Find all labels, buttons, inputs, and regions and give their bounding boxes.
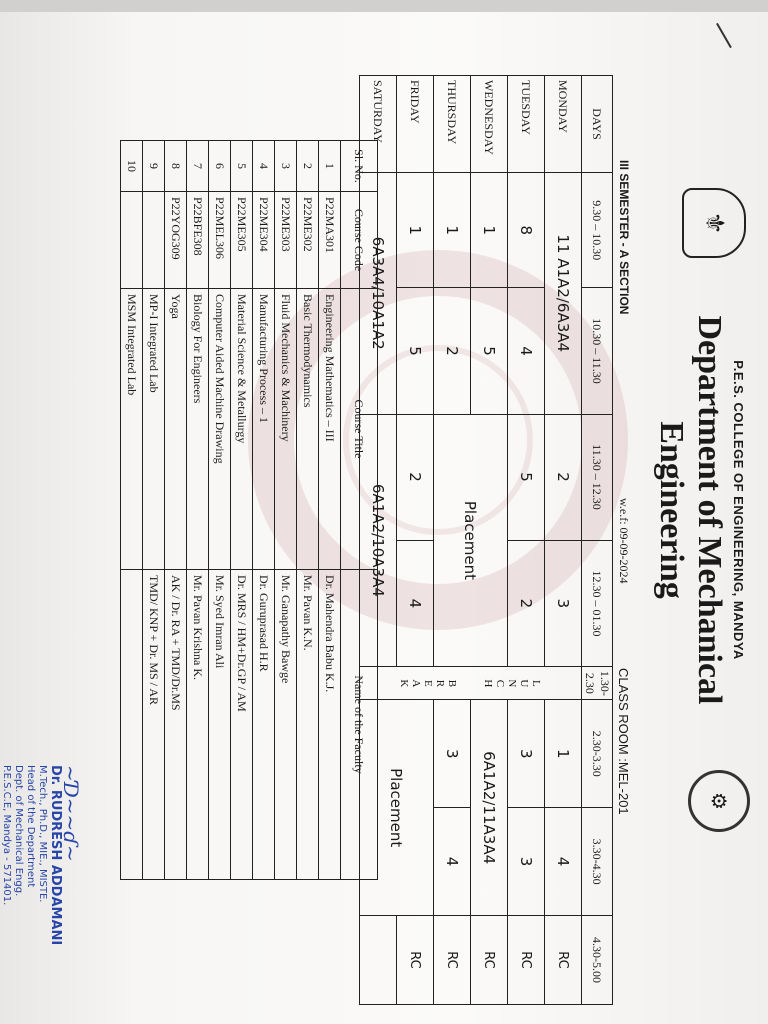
cell: 3 (545, 540, 582, 667)
day-label: SATURDAY (360, 76, 397, 173)
placement-cell: Placement (434, 414, 508, 667)
course-code-header: Course Code (341, 192, 378, 289)
cell: 1 (471, 173, 508, 288)
signatory-dept: Dept. of Mechanical Engg. (13, 765, 24, 897)
slot-header: 9.30 – 10.30 (582, 173, 613, 288)
lunch-letter: L (530, 679, 543, 687)
sl-no: 10 (121, 141, 143, 192)
course-title: Yoga (165, 289, 187, 570)
sl-no-header: Sl. No. (341, 141, 378, 192)
course-code: P22YOG309 (165, 192, 187, 289)
cell: RC (508, 915, 545, 1004)
slot-header: 10.30 – 11.30 (582, 288, 613, 414)
faculty-name: Mr. Syed Imran Ali (209, 570, 231, 880)
faculty-name: AK / Dr. RA + TMD/Dr.MS (165, 570, 187, 880)
faculty-header: Name of the Faculty (341, 570, 378, 880)
cell: 6A3A4/10A1A2 (360, 173, 397, 415)
sl-no: 6 (209, 141, 231, 192)
slot-header: 11.30 – 12.30 (582, 414, 613, 540)
cell: RC (434, 915, 471, 1004)
lunch-letter: E (422, 679, 435, 687)
timetable-row-wednesday (471, 76, 508, 1005)
lunch-letter: B (446, 679, 459, 688)
cell: RC (397, 915, 434, 1004)
course-row (319, 141, 341, 880)
college-logo-icon: ⚜ (682, 188, 746, 258)
faculty-name: Dr. MRS / HM+Dr.GP / AM (231, 570, 253, 880)
cell: 6A1A2/10A3A4 (360, 414, 397, 667)
timetable-header-row (582, 76, 613, 1005)
course-row (121, 141, 143, 880)
college-name: P.E.S. COLLEGE OF ENGINEERING, MANDYA (731, 360, 746, 660)
course-faculty-table (120, 140, 378, 880)
sl-no: 9 (143, 141, 165, 192)
lunch-letter: C (494, 679, 507, 688)
course-code (143, 192, 165, 289)
faculty-name: TMD/ KNP + Dr. MS / AR (143, 570, 165, 880)
course-code: P22ME305 (231, 192, 253, 289)
cell: 4 (434, 808, 471, 916)
effective-date: w.e.f: 09-09-2024 (617, 498, 631, 584)
course-title: MSM Integrated Lab (121, 289, 143, 570)
faculty-name (121, 570, 143, 880)
course-row (187, 141, 209, 880)
cell: 2 (545, 414, 582, 540)
day-label: TUESDAY (508, 76, 545, 173)
sl-no: 3 (275, 141, 297, 192)
cell: 5 (397, 288, 434, 414)
department-logo-icon: ⚙ (688, 770, 750, 832)
course-title: Engineering Mathematics – III (319, 289, 341, 570)
cell: 11 A1A2/6A3A4 (545, 173, 582, 415)
course-code: P22MA301 (319, 192, 341, 289)
sl-no: 1 (319, 141, 341, 192)
day-label: WEDNESDAY (471, 76, 508, 173)
slot-header: 2.30-3.30 (582, 700, 613, 808)
days-header: DAYS (582, 76, 613, 173)
cell: 4 (545, 808, 582, 916)
cell: 1 (434, 173, 471, 288)
cell: 4 (397, 540, 434, 667)
faculty-name: Mr. Pavan K.N. (297, 570, 319, 880)
signatory-name: Dr. RUDRESH ADDAMANI (48, 765, 63, 946)
course-row (165, 141, 187, 880)
course-title: Basic Thermodynamics (297, 289, 319, 570)
slot-header: 12.30 – 01.30 (582, 540, 613, 667)
timetable-row-friday (397, 76, 434, 1005)
course-header-row (341, 141, 378, 880)
signatory-place: P.E.S.C.E, Mandya - 571401. (1, 765, 12, 906)
course-title: Material Science & Metallurgy (231, 289, 253, 570)
lunch-letter: K (398, 679, 411, 688)
department-title: Department of Mechanical Engineering (653, 315, 728, 705)
slot-header: 1.30-2.30 (582, 667, 613, 700)
course-row (253, 141, 275, 880)
cell: 2 (508, 540, 545, 667)
sl-no: 5 (231, 141, 253, 192)
day-label: MONDAY (545, 76, 582, 173)
handwritten-signature: ~Ɗ~~ɗ~ (59, 765, 83, 862)
lunch-break-column (360, 667, 582, 700)
classroom-label: CLASS ROOM :MEL-201 (616, 668, 631, 815)
cell: 2 (397, 414, 434, 540)
course-code: P22BFE308 (187, 192, 209, 289)
faculty-name: Dr. Mahendra Babu K.J. (319, 570, 341, 880)
course-code: P22ME304 (253, 192, 275, 289)
cell: 5 (508, 414, 545, 540)
course-code: P22MEL306 (209, 192, 231, 289)
timetable-row-tuesday (508, 76, 545, 1005)
slot-header: 3.30-4.30 (582, 808, 613, 916)
course-title: Fluid Mechanics & Machinery (275, 289, 297, 570)
cell (360, 915, 397, 1004)
sl-no: 7 (187, 141, 209, 192)
slot-header: 4.30-5.00 (582, 915, 613, 1004)
course-row (143, 141, 165, 880)
course-row (275, 141, 297, 880)
lunch-letter: A (410, 679, 423, 688)
course-title: Manufacturing Process – 1 (253, 289, 275, 570)
timetable-grid (359, 75, 613, 1005)
cell: RC (545, 915, 582, 1004)
lunch-letter: H (482, 679, 495, 688)
faculty-name: Dr. Guruprasad H.R (253, 570, 275, 880)
cell: 4 (508, 288, 545, 414)
cell: 3 (508, 700, 545, 808)
faculty-name: Mr. Pavan Krishna K. (187, 570, 209, 880)
sl-no: 4 (253, 141, 275, 192)
sl-no: 8 (165, 141, 187, 192)
course-row (209, 141, 231, 880)
timetable-row-monday (545, 76, 582, 1005)
cell: 2 (434, 288, 471, 414)
semester-label: III SEMESTER - A SECTION (617, 160, 631, 315)
signatory-role: Head of the Department (25, 765, 36, 888)
course-title-header: Course Title (341, 289, 378, 570)
hod-signature-stamp (0, 765, 83, 1015)
cell: 8 (508, 173, 545, 288)
day-label: THURSDAY (434, 76, 471, 173)
cell: 1 (545, 700, 582, 808)
cell: RC (471, 915, 508, 1004)
course-row (297, 141, 319, 880)
cell: 5 (471, 288, 508, 414)
cell: 3 (508, 808, 545, 916)
course-title: MP-I Integrated Lab (143, 289, 165, 570)
cell: 3 (434, 700, 471, 808)
course-title: Biology For Engineers (187, 289, 209, 570)
course-code: P22ME302 (297, 192, 319, 289)
lunch-letter: N (506, 679, 519, 688)
placement-cell: Placement (360, 700, 434, 916)
signatory-qualifications: M.Tech., Ph.D., MIE., MISTE. (37, 765, 48, 903)
course-title: Computer Aided Machine Drawing (209, 289, 231, 570)
cell: 6A1A2/11A3A4 (471, 700, 508, 916)
course-code (121, 192, 143, 289)
lunch-letter: R (434, 679, 447, 688)
sl-no: 2 (297, 141, 319, 192)
course-row (231, 141, 253, 880)
day-label: FRIDAY (397, 76, 434, 173)
faculty-name: Mr. Ganapathy Bawge (275, 570, 297, 880)
cell: 1 (397, 173, 434, 288)
course-code: P22ME303 (275, 192, 297, 289)
lunch-letter: U (518, 679, 531, 688)
